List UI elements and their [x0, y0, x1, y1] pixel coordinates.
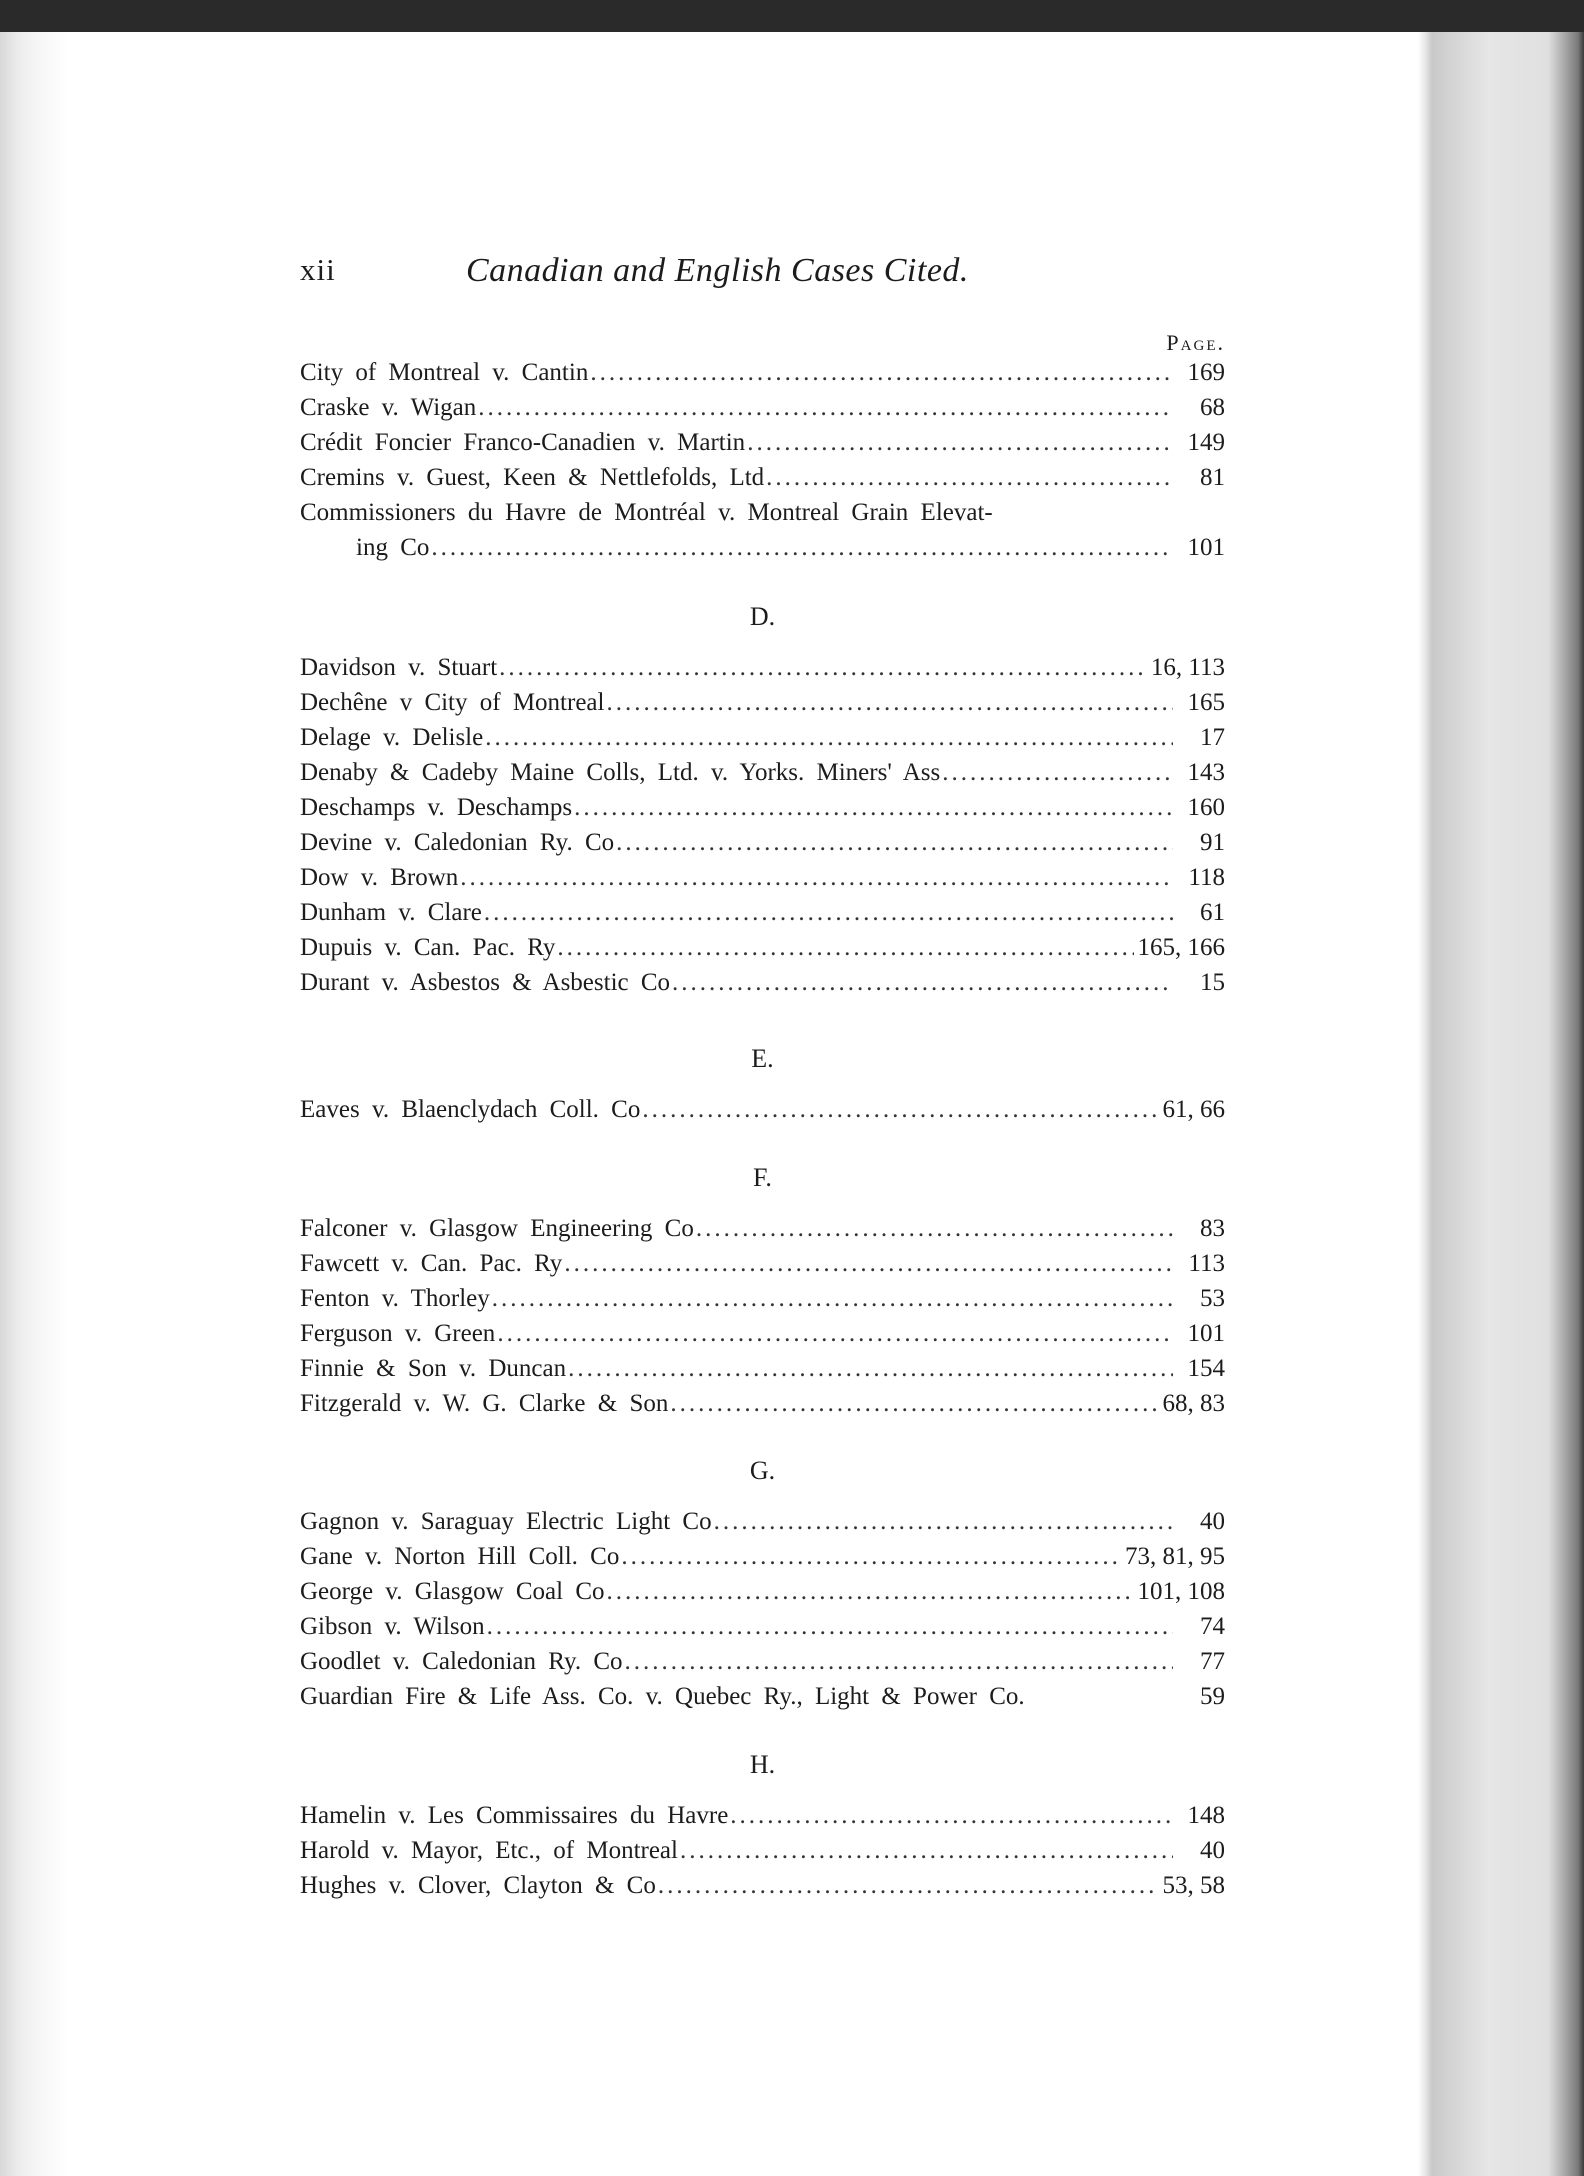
leader-dots — [607, 1574, 1134, 1609]
case-pages: 165, 166 — [1137, 934, 1225, 961]
case-name: Ferguson v. Green — [300, 1320, 496, 1347]
page-number-folio: xii — [300, 252, 336, 287]
case-entry — [300, 1386, 1225, 1421]
case-entry — [300, 1574, 1225, 1609]
case-entry — [300, 1246, 1225, 1281]
leader-dots — [658, 1868, 1159, 1903]
case-pages: 148 — [1187, 1802, 1225, 1829]
case-entry — [300, 1679, 1225, 1714]
case-name: Denaby & Cadeby Maine Colls, Ltd. v. Yorks. Miners' Ass — [300, 759, 941, 786]
case-entry — [300, 1351, 1225, 1386]
leader-dots — [625, 1644, 1174, 1679]
case-pages: 81 — [1200, 464, 1225, 491]
case-name: Craske v. Wigan — [300, 394, 477, 421]
section-letter: G. — [749, 1456, 776, 1485]
case-pages: 77 — [1200, 1648, 1225, 1675]
leader-dots — [696, 1211, 1173, 1246]
case-name: City of Montreal v. Cantin — [300, 359, 589, 386]
case-entry — [300, 1833, 1225, 1868]
case-name: Guardian Fire & Life Ass. Co. v. Quebec Ry., Light & Power Co. — [300, 1683, 1025, 1710]
section-letter: H. — [749, 1750, 776, 1779]
leader-dots — [621, 1539, 1121, 1574]
section-letter: D. — [749, 602, 776, 631]
case-name: Dupuis v. Can. Pac. Ry — [300, 934, 556, 961]
leader-dots — [485, 720, 1173, 755]
case-entry-continued — [300, 530, 1225, 565]
case-entry — [300, 1868, 1225, 1903]
case-pages: 61, 66 — [1162, 1096, 1225, 1123]
case-entry — [300, 1092, 1225, 1127]
case-name: Deschamps v. Deschamps — [300, 794, 573, 821]
section-c — [300, 355, 1225, 565]
leader-dots — [747, 425, 1173, 460]
leader-dots — [497, 1316, 1173, 1351]
case-name-line-2: ing Co — [356, 534, 430, 561]
leader-dots — [574, 790, 1173, 825]
case-pages: 160 — [1187, 794, 1225, 821]
case-name: Fenton v. Thorley — [300, 1285, 490, 1312]
scan-top-border — [0, 0, 1584, 32]
section-e — [300, 1042, 1225, 1127]
case-name: Cremins v. Guest, Keen & Nettlefolds, Ltd — [300, 464, 765, 491]
case-pages: 59 — [1200, 1683, 1225, 1710]
case-pages: 17 — [1200, 724, 1225, 751]
case-name: Gagnon v. Saraguay Electric Light Co — [300, 1508, 712, 1535]
case-pages: 101, 108 — [1137, 1578, 1225, 1605]
leader-dots — [484, 895, 1173, 930]
leader-dots — [564, 1246, 1173, 1281]
case-pages: 101 — [1187, 1320, 1225, 1347]
book-spine-shadow — [1418, 32, 1584, 2176]
case-pages: 40 — [1200, 1508, 1225, 1535]
section-letter: E. — [751, 1044, 774, 1073]
case-name: Devine v. Caledonian Ry. Co — [300, 829, 615, 856]
case-entry — [300, 755, 1225, 790]
case-entry — [300, 965, 1225, 1000]
case-entry — [300, 860, 1225, 895]
case-name: Davidson v. Stuart — [300, 654, 498, 681]
case-pages: 74 — [1200, 1613, 1225, 1640]
case-name: Harold v. Mayor, Etc., of Montreal — [300, 1837, 678, 1864]
case-pages: 118 — [1188, 864, 1225, 891]
case-entry — [300, 790, 1225, 825]
leader-dots — [590, 355, 1173, 390]
case-entry — [300, 1609, 1225, 1644]
section-f — [300, 1161, 1225, 1421]
case-pages: 154 — [1187, 1355, 1225, 1382]
leader-dots — [568, 1351, 1173, 1386]
case-pages: 40 — [1200, 1837, 1225, 1864]
case-entry — [300, 1211, 1225, 1246]
leader-dots — [431, 530, 1173, 565]
leader-dots — [616, 825, 1173, 860]
leader-dots — [730, 1798, 1173, 1833]
case-name-line-1: Commissioners du Havre de Montréal v. Montreal Grain Elevat- — [300, 499, 993, 526]
case-name: Dunham v. Clare — [300, 899, 482, 926]
case-pages: 143 — [1187, 759, 1225, 786]
case-pages: 53 — [1200, 1285, 1225, 1312]
case-pages: 83 — [1200, 1215, 1225, 1242]
case-name: Hamelin v. Les Commissaires du Havre — [300, 1802, 729, 1829]
case-name: Gibson v. Wilson — [300, 1613, 485, 1640]
case-name: Delage v. Delisle — [300, 724, 484, 751]
case-pages: 15 — [1200, 969, 1225, 996]
case-name: Hughes v. Clover, Clayton & Co — [300, 1872, 656, 1899]
case-entry — [300, 895, 1225, 930]
leader-dots — [766, 460, 1173, 495]
page-column-label: Page. — [1166, 330, 1225, 355]
case-name: Dechêne v City of Montreal — [300, 689, 605, 716]
case-pages: 165 — [1187, 689, 1225, 716]
section-d — [300, 600, 1225, 1000]
case-pages: 149 — [1187, 429, 1225, 456]
section-h — [300, 1748, 1225, 1903]
case-name: Fitzgerald v. W. G. Clarke & Son — [300, 1390, 669, 1417]
case-entry — [300, 685, 1225, 720]
case-pages: 113 — [1188, 1250, 1225, 1277]
leader-dots — [499, 650, 1147, 685]
case-entry — [300, 1644, 1225, 1679]
case-entry — [300, 355, 1225, 390]
case-name: Crédit Foncier Franco-Canadien v. Martin — [300, 429, 746, 456]
case-entry — [300, 425, 1225, 460]
leader-dots — [460, 860, 1173, 895]
case-name: Falconer v. Glasgow Engineering Co — [300, 1215, 694, 1242]
case-entry — [300, 720, 1225, 755]
page-left-margin-shadow — [0, 32, 70, 2176]
leader-dots — [606, 685, 1173, 720]
leader-dots — [478, 390, 1173, 425]
case-pages: 68, 83 — [1162, 1390, 1225, 1417]
case-pages: 73, 81, 95 — [1125, 1543, 1225, 1570]
case-entry — [300, 1539, 1225, 1574]
leader-dots — [492, 1281, 1173, 1316]
page-header — [300, 252, 1225, 302]
section-g — [300, 1454, 1225, 1714]
case-pages: 169 — [1187, 359, 1225, 386]
leader-dots — [670, 1386, 1158, 1421]
case-entry — [300, 930, 1225, 965]
case-name: Fawcett v. Can. Pac. Ry — [300, 1250, 563, 1277]
leader-dots — [487, 1609, 1173, 1644]
case-name: Finnie & Son v. Duncan — [300, 1355, 567, 1382]
leader-dots — [642, 1092, 1158, 1127]
case-pages: 16, 113 — [1150, 654, 1225, 681]
case-entry — [300, 1798, 1225, 1833]
case-entry — [300, 825, 1225, 860]
case-entry — [300, 390, 1225, 425]
case-name: Durant v. Asbestos & Asbestic Co — [300, 969, 671, 996]
case-pages: 61 — [1200, 899, 1225, 926]
case-entry — [300, 1281, 1225, 1316]
leader-dots — [557, 930, 1133, 965]
section-letter: F. — [753, 1163, 772, 1192]
case-entry — [300, 1316, 1225, 1351]
case-pages: 101 — [1187, 534, 1225, 561]
case-entry — [300, 650, 1225, 685]
case-pages: 68 — [1200, 394, 1225, 421]
running-title: Canadian and English Cases Cited. — [466, 252, 969, 289]
case-entry — [300, 460, 1225, 495]
case-name: Eaves v. Blaenclydach Coll. Co — [300, 1096, 641, 1123]
case-name: Goodlet v. Caledonian Ry. Co — [300, 1648, 623, 1675]
leader-dots — [672, 965, 1173, 1000]
case-pages: 91 — [1200, 829, 1225, 856]
case-name: Gane v. Norton Hill Coll. Co — [300, 1543, 620, 1570]
leader-dots — [680, 1833, 1173, 1868]
case-name: George v. Glasgow Coal Co — [300, 1578, 605, 1605]
case-entry — [300, 1504, 1225, 1539]
leader-dots — [714, 1504, 1173, 1539]
leader-dots — [942, 755, 1173, 790]
case-pages: 53, 58 — [1162, 1872, 1225, 1899]
case-name: Dow v. Brown — [300, 864, 459, 891]
